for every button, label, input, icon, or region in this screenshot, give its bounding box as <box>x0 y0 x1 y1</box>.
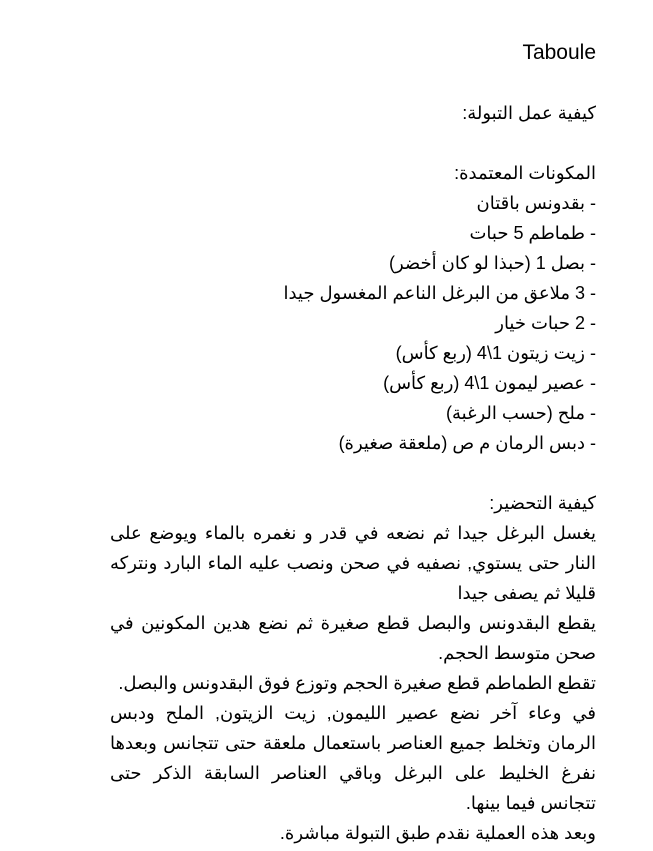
ingredients-heading: المكونات المعتمدة: <box>454 163 596 183</box>
ingredient-item: - بصل 1 (حبذا لو كان أخضر) <box>389 253 596 273</box>
ingredient-item: - عصير ليمون 1\4 (ربع كأس) <box>383 373 596 393</box>
ingredient-item: - بقدونس باقتان <box>476 193 596 213</box>
blank-line <box>110 68 596 98</box>
ingredient-item: - زيت زيتون 1\4 (ربع كأس) <box>395 343 596 363</box>
preparation-steps <box>110 518 596 848</box>
preparation-step: تقطع الطماطم قطع صغيرة الحجم وتوزع فوق البقدونس والبصل. <box>118 673 596 693</box>
ingredient-item: - طماطم 5 حبات <box>469 223 596 243</box>
ingredients-list <box>110 188 596 458</box>
recipe-content <box>110 38 596 848</box>
preparation-step: في وعاء آخر نضع عصير الليمون, زيت الزيتون, الملح ودبس الرمان وتخلط جميع العناصر باستعمال ملعقة حتى تتجانس وبعدها نفرغ الخليط على البرغل وباقي العناصر السابقة الذكر حتى تتجانس فيما بينها. <box>110 703 596 813</box>
ingredient-item: - ملح (حسب الرغبة) <box>446 403 596 423</box>
how-to-heading: كيفية عمل التبولة: <box>462 103 596 123</box>
recipe-title: Taboule <box>522 41 596 64</box>
preparation-step: وبعد هذه العملية نقدم طبق التبولة مباشرة. <box>279 823 596 843</box>
blank-line <box>110 458 596 488</box>
preparation-heading: كيفية التحضير: <box>489 493 596 513</box>
preparation-step: يقطع البقدونس والبصل قطع صغيرة ثم نضع هدين المكونين في صحن متوسط الحجم. <box>110 613 596 663</box>
ingredient-item: - 3 ملاعق من البرغل الناعم المغسول جيدا <box>283 283 596 303</box>
blank-line <box>110 128 596 158</box>
preparation-step: يغسل البرغل جيدا ثم نضعه في قدر و نغمره بالماء ويوضع على النار حتى يستوي, نصفيه في صحن ونصب عليه الماء البارد ونتركه قليلا ثم يصفى جيدا <box>110 523 596 603</box>
ingredient-item: - 2 حبات خيار <box>495 313 596 333</box>
ingredient-item: - دبس الرمان م ص (ملعقة صغيرة) <box>338 433 596 453</box>
